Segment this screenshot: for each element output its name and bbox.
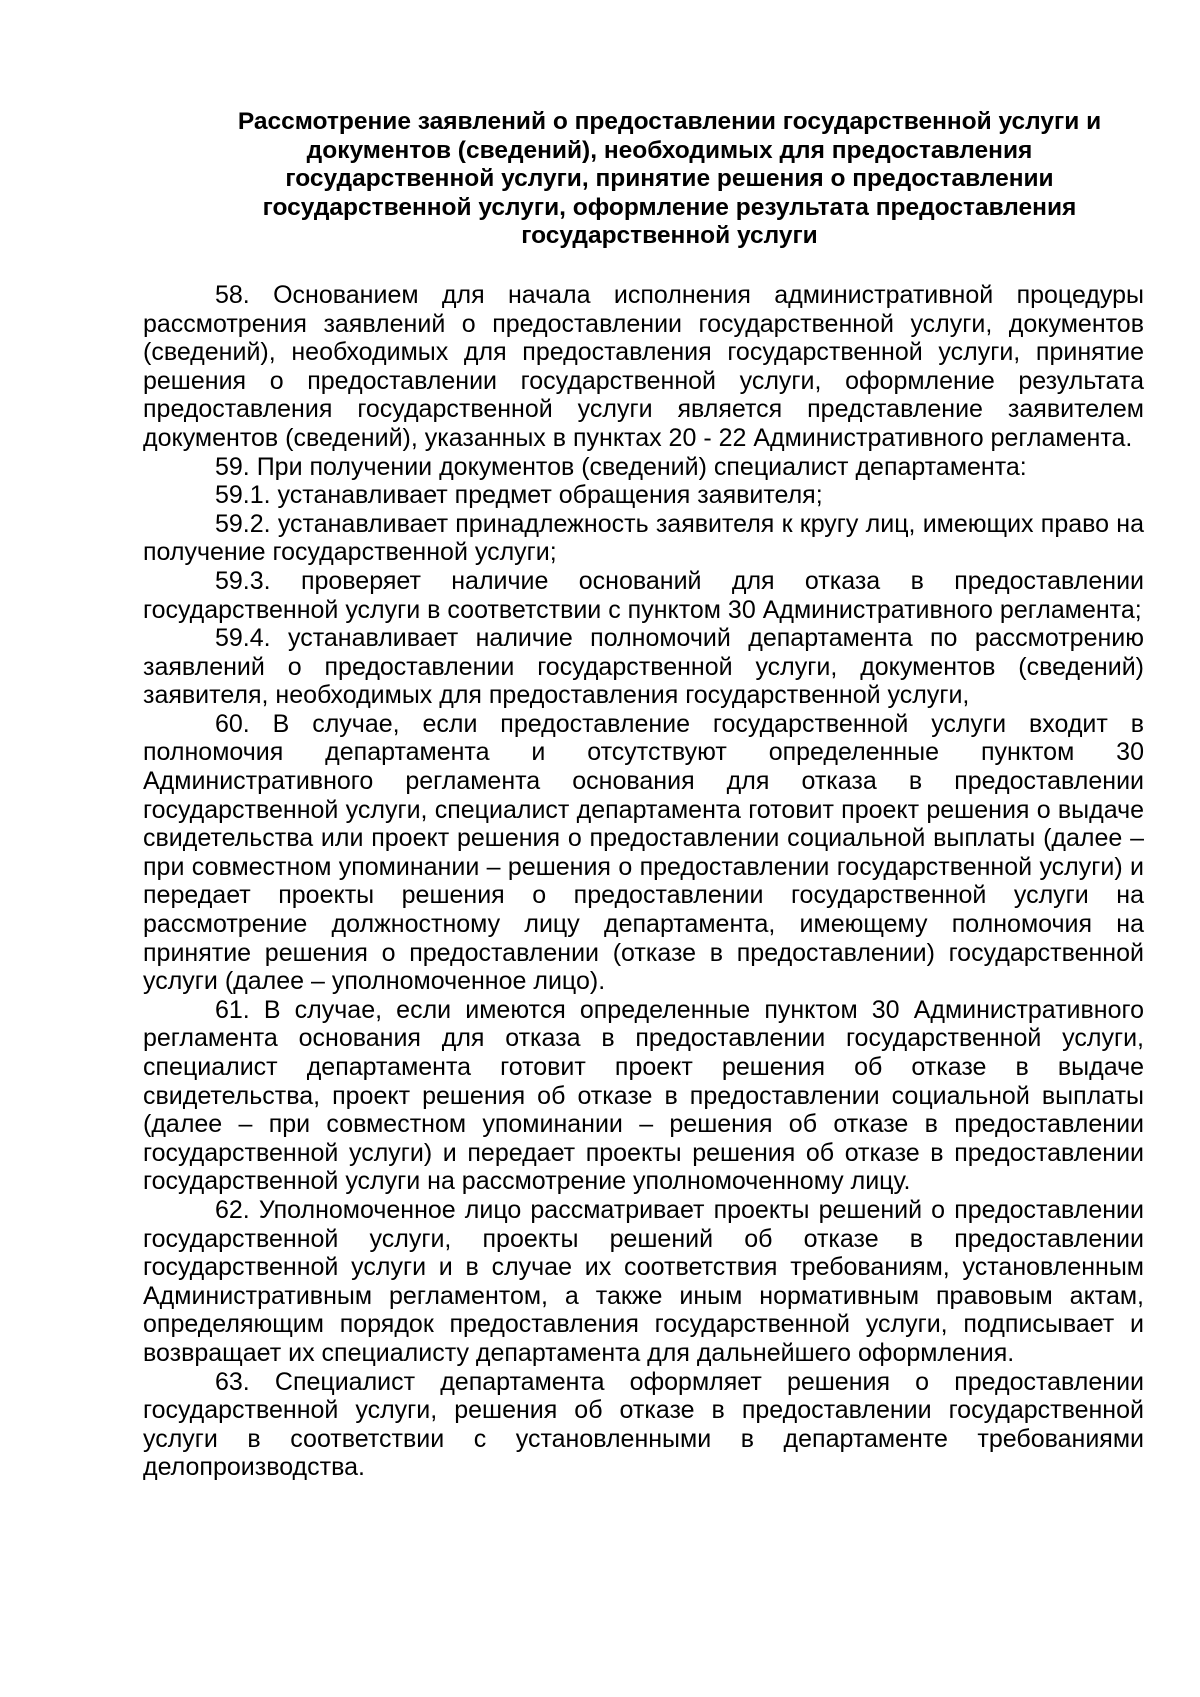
paragraph-63: 63. Специалист департамента оформляет решения о предоставлении государственной услуги, решения об отказе в предоставлении государственной услуги в соответствии с установленными в департаменте требованиями делопроизводства. [143,1367,1144,1482]
heading-line: государственной услуги [521,222,818,250]
paragraph-59-3: 59.3. проверяет наличие оснований для отказа в предоставлении государственной услуги в соответствии с пунктом 30 Административного регламента; [143,566,1144,624]
paragraph-59-2: 59.2. устанавливает принадлежность заявителя к кругу лиц, имеющих право на получение государственной услуги; [143,509,1144,567]
paragraph-61: 61. В случае, если имеются определенные пунктом 30 Административного регламента основания для отказа в предоставлении государственной услуги, специалист департамента готовит проект решения об отказе в выдаче свидетельства, проект решения об отказе в предоставлении социальной выплаты (далее – при совместном упоминании – решения об отказе в предоставлении государственной услуги) и передает проекты решения об отказе в предоставлении государственной услуги на рассмотрение уполномоченному лицу. [143,995,1144,1196]
paragraph-59-1: 59.1. устанавливает предмет обращения заявителя; [215,481,823,510]
paragraph-60: 60. В случае, если предоставление государственной услуги входит в полномочия департамента и отсутствуют определенные пунктом 30 Административного регламента основания для отказа в предоставлении государственной услуги, специалист департамента готовит проект решения о выдаче свидетельства или проект решения о предоставлении социальной выплаты (далее – при совместном упоминании – решения о предоставлении государственной услуги) и передает проекты решения о предоставлении государственной услуги на рассмотрение должностному лицу департамента, имеющему полномочия на принятие решения о предоставлении (отказе в предоставлении) государственной услуги (далее – уполномоченное лицо). [143,709,1144,996]
paragraph-59-4: 59.4. устанавливает наличие полномочий департамента по рассмотрению заявлений о предоставлении государственной услуги, документов (сведений) заявителя, необходимых для предоставления государственной услуги, [143,624,1144,710]
paragraph-58: 58. Основанием для начала исполнения административной процедуры рассмотрения заявлений о предоставлении государственной услуги, документов (сведений), необходимых для предоставления государственной услуги, принятие решения о предоставлении государственной услуги, оформление результата предоставления государственной услуги является представление заявителем документов (сведений), указанных в пунктах 20 - 22 Административного регламента. [143,280,1144,452]
heading-line: государственной услуги, оформление результата предоставления [262,193,1077,221]
paragraph-59: 59. При получении документов (сведений) специалист департамента: [215,452,1027,481]
paragraph-62: 62. Уполномоченное лицо рассматривает проекты решений о предоставлении государственной услуги, проекты решений об отказе в предоставлении государственной услуги и в случае их соответствия требованиям, установленным Административным регламентом, а также иным нормативным правовым актам, определяющим порядок предоставления государственной услуги, подписывает и возвращает их специалисту департамента для дальнейшего оформления. [143,1195,1144,1367]
document-page [143,108,1144,1482]
heading-line: государственной услуги, принятие решения о предоставлении [285,165,1054,193]
heading-line: Рассмотрение заявлений о предоставлении государственной услуги и [237,108,1102,135]
heading-line: документов (сведений), необходимых для предоставления [306,136,1033,164]
document-heading [143,108,1144,251]
